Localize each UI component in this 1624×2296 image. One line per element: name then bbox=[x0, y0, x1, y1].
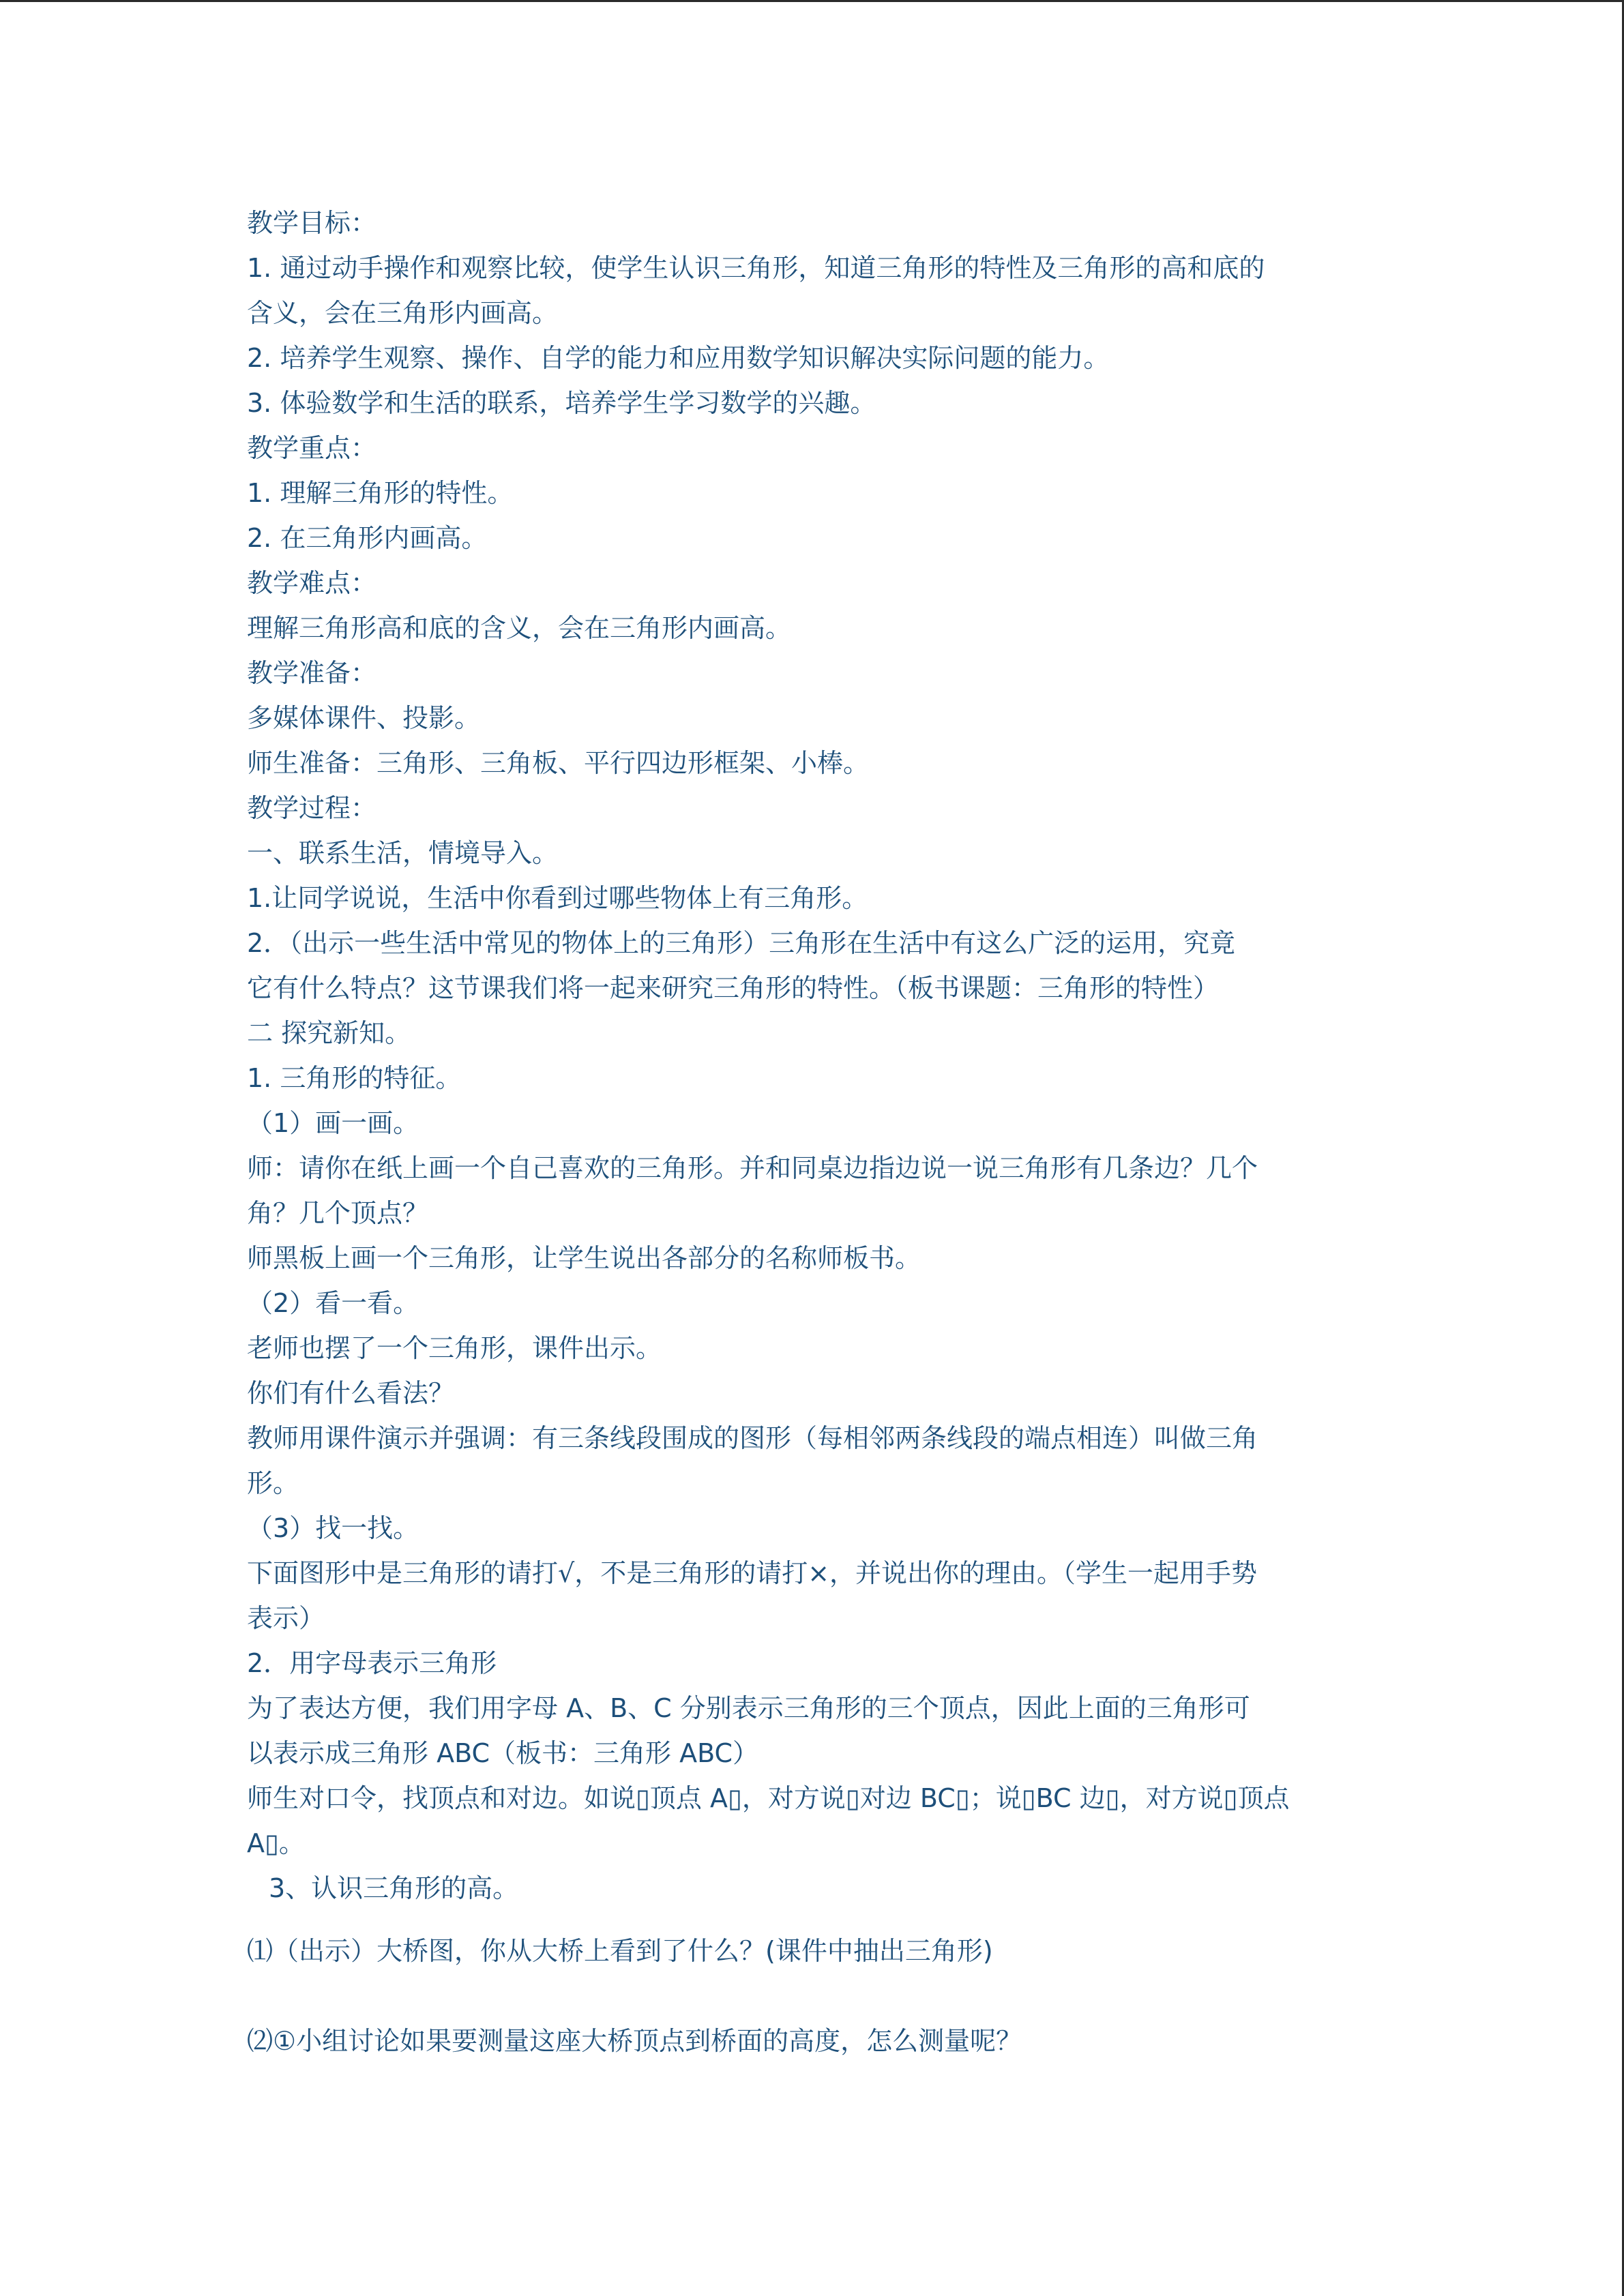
step-2-heading: 二 探究新知。 bbox=[247, 1018, 411, 1048]
preparation-media: 多媒体课件、投影。 bbox=[247, 703, 481, 733]
definition-line-2: 形。 bbox=[247, 1468, 299, 1498]
objective-2: 2. 培养学生观察、操作、自学的能力和应用数学知识解决实际问题的能力。 bbox=[247, 343, 1110, 373]
activity-find-text-line-2: 表示） bbox=[247, 1603, 325, 1633]
document-body bbox=[247, 200, 1379, 2063]
letters-text-line-1: 为了表达方便，我们用字母 A、B、C 分别表示三角形的三个顶点，因此上面的三角形可 bbox=[247, 1693, 1250, 1723]
objective-3: 3. 体验数学和生活的联系，培养学生学习数学的兴趣。 bbox=[247, 388, 876, 418]
key-point-2: 2. 在三角形内画高。 bbox=[247, 523, 488, 553]
activity-draw: （1）画一画。 bbox=[247, 1108, 419, 1138]
objective-1-line-2: 含义，会在三角形内画高。 bbox=[247, 298, 559, 328]
drill-text-line-2: A▯。 bbox=[247, 1828, 305, 1858]
height-item-1: ⑴（出示）大桥图，你从大桥上看到了什么？(课件中抽出三角形) bbox=[247, 1936, 993, 1966]
section-heading-difficulties: 教学难点： bbox=[247, 568, 377, 598]
section-heading-preparation: 教学准备： bbox=[247, 658, 377, 688]
step-1-item-2-line-2: 它有什么特点？这节课我们将一起来研究三角形的特性。（板书课题：三角形的特性） bbox=[247, 973, 1220, 1003]
step-2-subheading-letters: 2．用字母表示三角形 bbox=[247, 1648, 497, 1678]
objective-1-line-1: 1. 通过动手操作和观察比较，使学生认识三角形，知道三角形的特性及三角形的高和底的 bbox=[247, 253, 1265, 283]
drill-text-line-1: 师生对口令，找顶点和对边。如说▯顶点 A▯，对方说▯对边 BC▯；说▯BC 边▯，对方说▯顶点 bbox=[247, 1783, 1290, 1813]
step-2-subheading-features: 1. 三角形的特征。 bbox=[247, 1063, 462, 1093]
step-2-subheading-height: 3、认识三角形的高。 bbox=[269, 1873, 519, 1903]
height-item-2: ⑵①小组讨论如果要测量这座大桥顶点到桥面的高度，怎么测量呢？ bbox=[247, 2026, 1022, 2056]
section-heading-process: 教学过程： bbox=[247, 793, 377, 823]
activity-look-text-1: 老师也摆了一个三角形，课件出示。 bbox=[247, 1333, 662, 1363]
activity-find-text-line-1: 下面图形中是三角形的请打√，不是三角形的请打×，并说出你的理由。（学生一起用手势 bbox=[247, 1558, 1258, 1588]
activity-find: （3）找一找。 bbox=[247, 1513, 419, 1543]
definition-line-1: 教师用课件演示并强调：有三条线段围成的图形（每相邻两条线段的端点相连）叫做三角 bbox=[247, 1423, 1258, 1453]
difficulty-text: 理解三角形高和底的含义，会在三角形内画高。 bbox=[247, 613, 792, 643]
step-1-heading: 一、联系生活，情境导入。 bbox=[247, 838, 559, 868]
activity-look: （2）看一看。 bbox=[247, 1288, 419, 1318]
step-1-item-2-line-1: 2．（出示一些生活中常见的物体上的三角形）三角形在生活中有这么广泛的运用，究竟 bbox=[247, 928, 1236, 958]
step-1-item-1: 1.让同学说说，生活中你看到过哪些物体上有三角形。 bbox=[247, 883, 868, 913]
key-point-1: 1. 理解三角形的特性。 bbox=[247, 478, 514, 508]
activity-draw-text-line-2: 角？几个顶点？ bbox=[247, 1198, 429, 1228]
activity-draw-text-line-1: 师：请你在纸上画一个自己喜欢的三角形。并和同桌边指边说一说三角形有几条边？几个 bbox=[247, 1153, 1258, 1183]
section-heading-key-points: 教学重点： bbox=[247, 433, 377, 463]
preparation-materials: 师生准备：三角形、三角板、平行四边形框架、小棒。 bbox=[247, 748, 870, 778]
letters-text-line-2: 以表示成三角形 ABC（板书：三角形 ABC） bbox=[247, 1738, 759, 1768]
activity-draw-blackboard: 师黑板上画一个三角形，让学生说出各部分的名称师板书。 bbox=[247, 1243, 921, 1273]
section-heading-objectives: 教学目标： bbox=[247, 208, 377, 238]
activity-look-text-2: 你们有什么看法？ bbox=[247, 1378, 455, 1408]
